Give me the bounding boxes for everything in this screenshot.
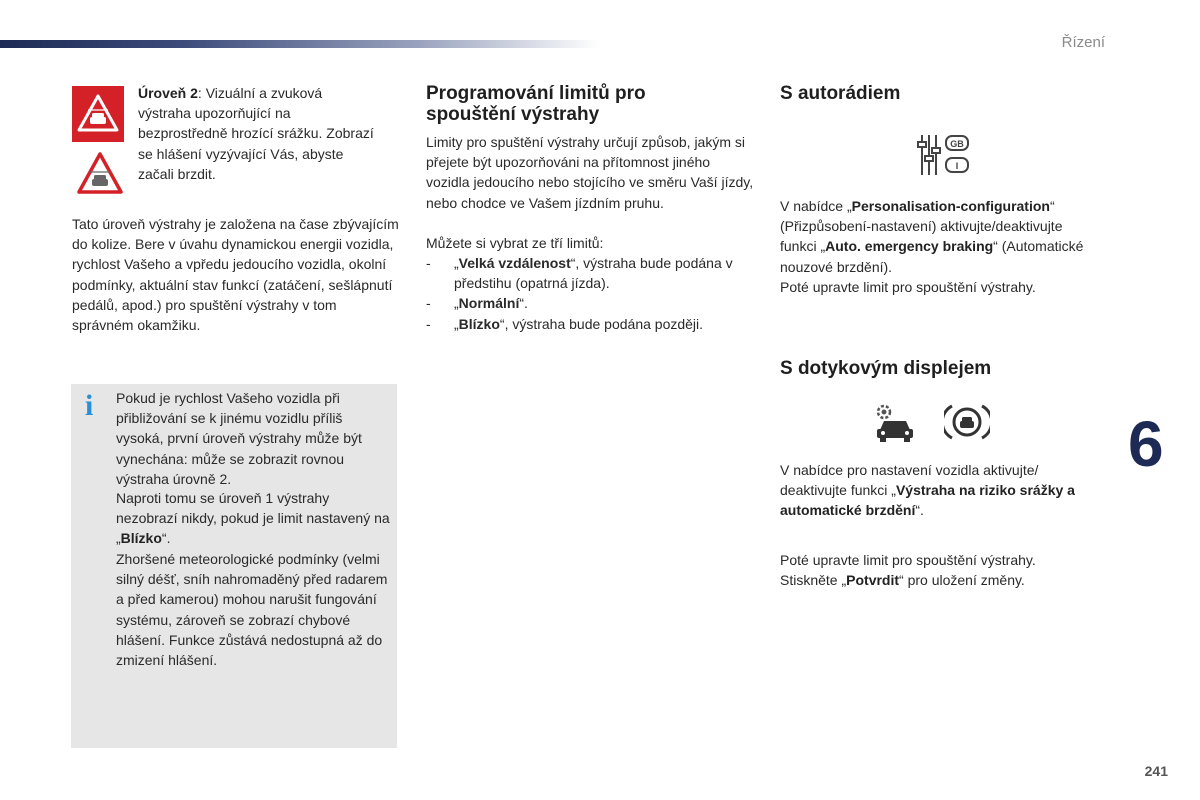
radio-instructions: V nabídce „Personalisation-configuration“ (Přizpůsobení-nastavení) aktivujte/deaktivujte funkci „Auto. emergency braking“ (Automatické nouzové brzdění). Poté upravte limit pro spouštění výstrahy. xyxy=(780,198,1084,295)
level2-description: Úroveň 2: Vizuální a zvuková výstraha upozorňující na bezprostředně hrozící srážku. Zobrazí se hlášení vyzývající Vás, abyste začali brzdit. xyxy=(138,85,374,182)
touch-title: S dotykovým displejem xyxy=(780,358,992,379)
section-name: Řízení xyxy=(1061,34,1105,51)
sliders-gb-icon xyxy=(916,132,972,178)
info-paragraph-2: Naproti tomu se úroveň 1 výstrahy nezobrazí nikdy, pokud je limit nastavený na „Blízko“. xyxy=(116,490,390,547)
header-bar xyxy=(0,40,600,48)
limits-choose: Můžete si vybrat ze tří limitů: xyxy=(426,235,604,251)
info-paragraph-1: Pokud je rychlost Vašeho vozidla při přibližování se k jinému vozidlu příliš vysoká, první úroveň výstrahy může být vynechána: může se zobrazit rovnou výstraha úrovně 2. xyxy=(116,390,362,487)
radio-title: S autorádiem xyxy=(780,83,901,104)
limits-title: Programování limitů pro spouštění výstrahy xyxy=(426,83,646,125)
radio-icon-gb-label: GB xyxy=(950,139,964,149)
touch-confirm: Poté upravte limit pro spouštění výstrahy. Stiskněte „Potvrdit“ pro uložení změny. xyxy=(780,552,1036,589)
info-paragraph-3: Zhoršené meteorologické podmínky (velmi silný déšť, sníh nahromaděný před radarem a před kamerou) mohou narušit fungování systému, zároveň se zobrazí chybové hlášení. Funkce zůstává nedostupná až do zmizení hlášení. xyxy=(116,551,388,669)
chapter-number: 6 xyxy=(1128,408,1164,480)
page-number: 241 xyxy=(1144,763,1168,779)
list-item: - „Blízko“, výstraha bude podána později. xyxy=(426,314,756,334)
list-item: - „Velká vzdálenost“, výstraha bude podána v předstihu (opatrná jízda). xyxy=(426,253,756,293)
list-item: - „Normální“. xyxy=(426,293,756,313)
collision-warning-red-icon xyxy=(72,86,124,142)
limits-list xyxy=(426,253,756,334)
limits-intro: Limity pro spuštění výstrahy určují způsob, jakým si přejete být upozorňováni na přítomnost jiného vozidla jedoucího nebo stojícího ve směru Vaší jízdy, nebo chodce ve Vašem jízdním pruhu. xyxy=(426,134,754,211)
collision-warning-outline-icon xyxy=(75,150,125,196)
level-explanation: Tato úroveň výstrahy je založena na čase zbývajícím do kolize. Bere v úvahu dynamickou energii vozidla, rychlost Vašeho a vpředu jedoucího vozidla, okolní podmínky, aktuální stav funkcí (zatáčení, sešlápnutí pedálů, apod.) pro spuštění výstrahy v tom správném okamžiku. xyxy=(72,216,399,334)
auto-brake-icon xyxy=(944,402,990,442)
radio-icon-i-label: I xyxy=(955,161,959,171)
info-icon: i xyxy=(85,389,94,422)
touch-instructions: V nabídce pro nastavení vozidla aktivujte/ deaktivujte funkci „Výstraha na riziko srážky a automatické brzdění“. xyxy=(780,462,1075,519)
car-settings-icon xyxy=(872,400,916,444)
